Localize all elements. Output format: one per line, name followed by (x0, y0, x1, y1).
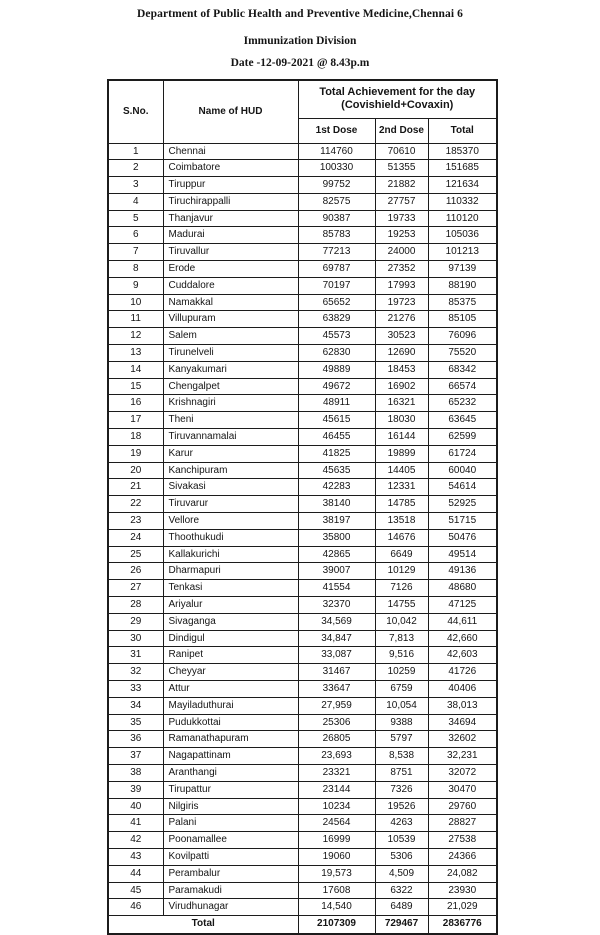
cell-name: Theni (163, 412, 298, 429)
cell-dose1: 69787 (298, 261, 375, 278)
cell-total: 48680 (428, 580, 497, 597)
cell-sno: 31 (108, 647, 163, 664)
cell-sno: 40 (108, 798, 163, 815)
cell-dose2: 6649 (375, 546, 428, 563)
cell-total: 65232 (428, 395, 497, 412)
date-line: Date -12-09-2021 @ 8.43p.m (230, 57, 370, 69)
cell-total: 23930 (428, 882, 497, 899)
cell-dose2: 7,813 (375, 630, 428, 647)
cell-name: Chengalpet (163, 378, 298, 395)
table-row (108, 345, 497, 362)
cell-dose1: 23,693 (298, 748, 375, 765)
cell-dose1: 26805 (298, 731, 375, 748)
cell-dose1: 19,573 (298, 865, 375, 882)
cell-total: 47125 (428, 597, 497, 614)
cell-dose2: 12690 (375, 345, 428, 362)
cell-dose2: 30523 (375, 328, 428, 345)
cell-dose2: 7326 (375, 781, 428, 798)
cell-dose1: 48911 (298, 395, 375, 412)
cell-dose2: 21882 (375, 177, 428, 194)
table-row (108, 193, 497, 210)
cell-name: Tirupattur (163, 781, 298, 798)
cell-dose2: 5797 (375, 731, 428, 748)
table-row (108, 210, 497, 227)
cell-sno: 20 (108, 462, 163, 479)
table-row (108, 277, 497, 294)
cell-total: 38,013 (428, 697, 497, 714)
cell-dose1: 45635 (298, 462, 375, 479)
cell-name: Poonamallee (163, 832, 298, 849)
table-row (108, 143, 497, 160)
cell-name: Madurai (163, 227, 298, 244)
cell-dose1: 82575 (298, 193, 375, 210)
total-total: 2836776 (428, 916, 497, 934)
cell-sno: 23 (108, 513, 163, 530)
table-row (108, 429, 497, 446)
cell-name: Virudhunagar (163, 899, 298, 916)
cell-dose1: 85783 (298, 227, 375, 244)
table-row (108, 294, 497, 311)
cell-total: 32,231 (428, 748, 497, 765)
cell-name: Ariyalur (163, 597, 298, 614)
cell-name: Villupuram (163, 311, 298, 328)
page-title: Department of Public Health and Preventive Medicine,Chennai 6 (137, 8, 463, 20)
cell-dose2: 6489 (375, 899, 428, 916)
cell-dose1: 42283 (298, 479, 375, 496)
cell-total: 66574 (428, 378, 497, 395)
cell-sno: 2 (108, 160, 163, 177)
cell-dose2: 16321 (375, 395, 428, 412)
cell-dose1: 42865 (298, 546, 375, 563)
table-row (108, 597, 497, 614)
cell-dose1: 46455 (298, 429, 375, 446)
cell-name: Aranthangi (163, 764, 298, 781)
cell-sno: 44 (108, 865, 163, 882)
header-achievement-group: Total Achievement for the day (Covishield+Covaxin) (298, 80, 497, 118)
table-row (108, 580, 497, 597)
cell-sno: 39 (108, 781, 163, 798)
total-dose2: 729467 (375, 916, 428, 934)
cell-total: 121634 (428, 177, 497, 194)
cell-name: Thanjavur (163, 210, 298, 227)
cell-dose2: 19733 (375, 210, 428, 227)
cell-dose2: 13518 (375, 513, 428, 530)
cell-name: Kovilpatti (163, 848, 298, 865)
cell-sno: 21 (108, 479, 163, 496)
cell-name: Karur (163, 445, 298, 462)
cell-sno: 34 (108, 697, 163, 714)
cell-name: Kanyakumari (163, 361, 298, 378)
header-total: Total (428, 118, 497, 143)
cell-dose1: 39007 (298, 563, 375, 580)
cell-dose2: 17993 (375, 277, 428, 294)
cell-total: 51715 (428, 513, 497, 530)
cell-dose1: 33,087 (298, 647, 375, 664)
cell-dose2: 8751 (375, 764, 428, 781)
cell-dose1: 63829 (298, 311, 375, 328)
cell-name: Ramanathapuram (163, 731, 298, 748)
cell-dose1: 90387 (298, 210, 375, 227)
cell-dose1: 23144 (298, 781, 375, 798)
cell-dose1: 19060 (298, 848, 375, 865)
cell-sno: 26 (108, 563, 163, 580)
cell-total: 110120 (428, 210, 497, 227)
cell-dose1: 34,569 (298, 613, 375, 630)
cell-name: Sivaganga (163, 613, 298, 630)
table-row (108, 781, 497, 798)
cell-dose1: 38140 (298, 496, 375, 513)
cell-name: Dharmapuri (163, 563, 298, 580)
cell-name: Nagapattinam (163, 748, 298, 765)
cell-total: 24,082 (428, 865, 497, 882)
header-sno: S.No. (108, 80, 163, 143)
cell-name: Coimbatore (163, 160, 298, 177)
table-row (108, 748, 497, 765)
cell-sno: 15 (108, 378, 163, 395)
cell-dose2: 5306 (375, 848, 428, 865)
table-row (108, 496, 497, 513)
table-row (108, 697, 497, 714)
table-row (108, 899, 497, 916)
cell-name: Perambalur (163, 865, 298, 882)
table-row (108, 764, 497, 781)
cell-name: Tiruchirappalli (163, 193, 298, 210)
cell-sno: 32 (108, 664, 163, 681)
cell-dose2: 8,538 (375, 748, 428, 765)
table-row (108, 513, 497, 530)
cell-total: 63645 (428, 412, 497, 429)
cell-total: 41726 (428, 664, 497, 681)
cell-sno: 13 (108, 345, 163, 362)
cell-name: Tirunelveli (163, 345, 298, 362)
cell-total: 42,660 (428, 630, 497, 647)
cell-sno: 9 (108, 277, 163, 294)
cell-dose1: 65652 (298, 294, 375, 311)
cell-dose1: 62830 (298, 345, 375, 362)
cell-total: 28827 (428, 815, 497, 832)
table-row (108, 227, 497, 244)
cell-sno: 3 (108, 177, 163, 194)
cell-total: 52925 (428, 496, 497, 513)
cell-dose2: 14676 (375, 529, 428, 546)
cell-total: 88190 (428, 277, 497, 294)
cell-total: 151685 (428, 160, 497, 177)
cell-sno: 29 (108, 613, 163, 630)
table-row (108, 261, 497, 278)
cell-sno: 11 (108, 311, 163, 328)
cell-total: 50476 (428, 529, 497, 546)
cell-sno: 27 (108, 580, 163, 597)
cell-name: Kanchipuram (163, 462, 298, 479)
cell-total: 68342 (428, 361, 497, 378)
cell-name: Chennai (163, 143, 298, 160)
table-row (108, 832, 497, 849)
table-row (108, 546, 497, 563)
cell-dose1: 32370 (298, 597, 375, 614)
cell-name: Nilgiris (163, 798, 298, 815)
table-row (108, 445, 497, 462)
cell-sno: 25 (108, 546, 163, 563)
cell-total: 49136 (428, 563, 497, 580)
cell-sno: 5 (108, 210, 163, 227)
cell-name: Tiruvannamalai (163, 429, 298, 446)
cell-dose1: 49672 (298, 378, 375, 395)
cell-dose1: 35800 (298, 529, 375, 546)
cell-sno: 4 (108, 193, 163, 210)
cell-dose2: 6759 (375, 681, 428, 698)
cell-sno: 41 (108, 815, 163, 832)
cell-name: Cheyyar (163, 664, 298, 681)
cell-sno: 43 (108, 848, 163, 865)
cell-dose2: 7126 (375, 580, 428, 597)
table-body (108, 143, 497, 916)
cell-dose2: 27757 (375, 193, 428, 210)
cell-dose1: 45615 (298, 412, 375, 429)
cell-total: 34694 (428, 714, 497, 731)
cell-sno: 30 (108, 630, 163, 647)
cell-sno: 37 (108, 748, 163, 765)
cell-total: 32602 (428, 731, 497, 748)
table-row (108, 798, 497, 815)
cell-dose1: 34,847 (298, 630, 375, 647)
cell-dose2: 16144 (375, 429, 428, 446)
cell-dose1: 10234 (298, 798, 375, 815)
cell-name: Tiruvarur (163, 496, 298, 513)
total-dose1: 2107309 (298, 916, 375, 934)
cell-name: Pudukkottai (163, 714, 298, 731)
cell-dose2: 16902 (375, 378, 428, 395)
cell-name: Krishnagiri (163, 395, 298, 412)
header-dose1: 1st Dose (298, 118, 375, 143)
table-row (108, 479, 497, 496)
cell-total: 42,603 (428, 647, 497, 664)
cell-dose1: 70197 (298, 277, 375, 294)
cell-dose2: 19723 (375, 294, 428, 311)
cell-dose2: 10539 (375, 832, 428, 849)
header-dose2: 2nd Dose (375, 118, 428, 143)
cell-name: Erode (163, 261, 298, 278)
cell-dose1: 45573 (298, 328, 375, 345)
table-row (108, 177, 497, 194)
cell-sno: 12 (108, 328, 163, 345)
cell-total: 40406 (428, 681, 497, 698)
cell-total: 30470 (428, 781, 497, 798)
cell-name: Tenkasi (163, 580, 298, 597)
table-header (108, 80, 497, 143)
cell-sno: 7 (108, 244, 163, 261)
table-row (108, 462, 497, 479)
table-row (108, 361, 497, 378)
cell-name: Attur (163, 681, 298, 698)
cell-sno: 16 (108, 395, 163, 412)
cell-name: Namakkal (163, 294, 298, 311)
table-row (108, 714, 497, 731)
cell-name: Mayiladuthurai (163, 697, 298, 714)
cell-total: 185370 (428, 143, 497, 160)
cell-sno: 46 (108, 899, 163, 916)
table-row (108, 311, 497, 328)
table-row (108, 647, 497, 664)
table-row (108, 681, 497, 698)
cell-sno: 28 (108, 597, 163, 614)
cell-dose2: 9,516 (375, 647, 428, 664)
cell-sno: 8 (108, 261, 163, 278)
table-row (108, 328, 497, 345)
cell-dose2: 10259 (375, 664, 428, 681)
cell-dose1: 14,540 (298, 899, 375, 916)
cell-dose2: 24000 (375, 244, 428, 261)
cell-dose2: 18030 (375, 412, 428, 429)
table-row (108, 865, 497, 882)
header-hud: Name of HUD (163, 80, 298, 143)
cell-total: 85375 (428, 294, 497, 311)
cell-dose2: 4263 (375, 815, 428, 832)
cell-total: 110332 (428, 193, 497, 210)
cell-sno: 6 (108, 227, 163, 244)
cell-dose2: 21276 (375, 311, 428, 328)
cell-dose2: 51355 (375, 160, 428, 177)
cell-dose2: 14785 (375, 496, 428, 513)
cell-dose2: 4,509 (375, 865, 428, 882)
cell-sno: 45 (108, 882, 163, 899)
cell-name: Ranipet (163, 647, 298, 664)
cell-dose2: 9388 (375, 714, 428, 731)
table-row (108, 395, 497, 412)
cell-name: Tiruvallur (163, 244, 298, 261)
cell-sno: 36 (108, 731, 163, 748)
cell-dose1: 25306 (298, 714, 375, 731)
table-row (108, 731, 497, 748)
cell-dose1: 33647 (298, 681, 375, 698)
cell-total: 97139 (428, 261, 497, 278)
cell-dose2: 14755 (375, 597, 428, 614)
cell-total: 49514 (428, 546, 497, 563)
cell-name: Thoothukudi (163, 529, 298, 546)
cell-name: Cuddalore (163, 277, 298, 294)
cell-dose2: 18453 (375, 361, 428, 378)
cell-total: 29760 (428, 798, 497, 815)
cell-sno: 33 (108, 681, 163, 698)
cell-dose2: 10,042 (375, 613, 428, 630)
cell-total: 32072 (428, 764, 497, 781)
cell-sno: 42 (108, 832, 163, 849)
cell-dose1: 114760 (298, 143, 375, 160)
cell-total: 54614 (428, 479, 497, 496)
cell-dose2: 19253 (375, 227, 428, 244)
table-row (108, 244, 497, 261)
cell-dose2: 70610 (375, 143, 428, 160)
total-row (108, 916, 497, 934)
cell-name: Tiruppur (163, 177, 298, 194)
cell-sno: 14 (108, 361, 163, 378)
cell-total: 101213 (428, 244, 497, 261)
cell-dose2: 10,054 (375, 697, 428, 714)
cell-total: 44,611 (428, 613, 497, 630)
cell-dose1: 23321 (298, 764, 375, 781)
cell-dose1: 100330 (298, 160, 375, 177)
page-subtitle: Immunization Division (243, 35, 357, 47)
cell-dose1: 31467 (298, 664, 375, 681)
cell-total: 76096 (428, 328, 497, 345)
cell-dose1: 99752 (298, 177, 375, 194)
cell-sno: 1 (108, 143, 163, 160)
table-row (108, 378, 497, 395)
cell-name: Palani (163, 815, 298, 832)
cell-dose1: 16999 (298, 832, 375, 849)
cell-name: Sivakasi (163, 479, 298, 496)
table-row (108, 664, 497, 681)
cell-dose2: 14405 (375, 462, 428, 479)
cell-total: 61724 (428, 445, 497, 462)
table-row (108, 529, 497, 546)
cell-dose1: 49889 (298, 361, 375, 378)
cell-total: 60040 (428, 462, 497, 479)
cell-dose1: 24564 (298, 815, 375, 832)
cell-sno: 18 (108, 429, 163, 446)
cell-dose2: 19526 (375, 798, 428, 815)
total-label: Total (108, 916, 298, 934)
cell-name: Salem (163, 328, 298, 345)
cell-dose1: 77213 (298, 244, 375, 261)
cell-sno: 24 (108, 529, 163, 546)
table-row (108, 563, 497, 580)
cell-total: 62599 (428, 429, 497, 446)
cell-name: Kallakurichi (163, 546, 298, 563)
cell-dose2: 19899 (375, 445, 428, 462)
cell-total: 105036 (428, 227, 497, 244)
cell-sno: 22 (108, 496, 163, 513)
table-row (108, 613, 497, 630)
cell-dose1: 27,959 (298, 697, 375, 714)
table-row (108, 848, 497, 865)
cell-dose2: 10129 (375, 563, 428, 580)
cell-total: 85105 (428, 311, 497, 328)
cell-dose1: 41554 (298, 580, 375, 597)
cell-total: 27538 (428, 832, 497, 849)
cell-sno: 17 (108, 412, 163, 429)
cell-dose1: 17608 (298, 882, 375, 899)
table-row (108, 630, 497, 647)
cell-name: Dindigul (163, 630, 298, 647)
cell-dose1: 41825 (298, 445, 375, 462)
immunization-table (107, 79, 498, 935)
cell-dose2: 6322 (375, 882, 428, 899)
cell-sno: 38 (108, 764, 163, 781)
cell-name: Vellore (163, 513, 298, 530)
cell-dose1: 38197 (298, 513, 375, 530)
cell-total: 21,029 (428, 899, 497, 916)
cell-dose2: 27352 (375, 261, 428, 278)
table-row (108, 815, 497, 832)
cell-dose2: 12331 (375, 479, 428, 496)
table-row (108, 160, 497, 177)
cell-sno: 19 (108, 445, 163, 462)
cell-name: Paramakudi (163, 882, 298, 899)
cell-sno: 10 (108, 294, 163, 311)
cell-total: 75520 (428, 345, 497, 362)
cell-sno: 35 (108, 714, 163, 731)
cell-total: 24366 (428, 848, 497, 865)
table-row (108, 882, 497, 899)
table-row (108, 412, 497, 429)
